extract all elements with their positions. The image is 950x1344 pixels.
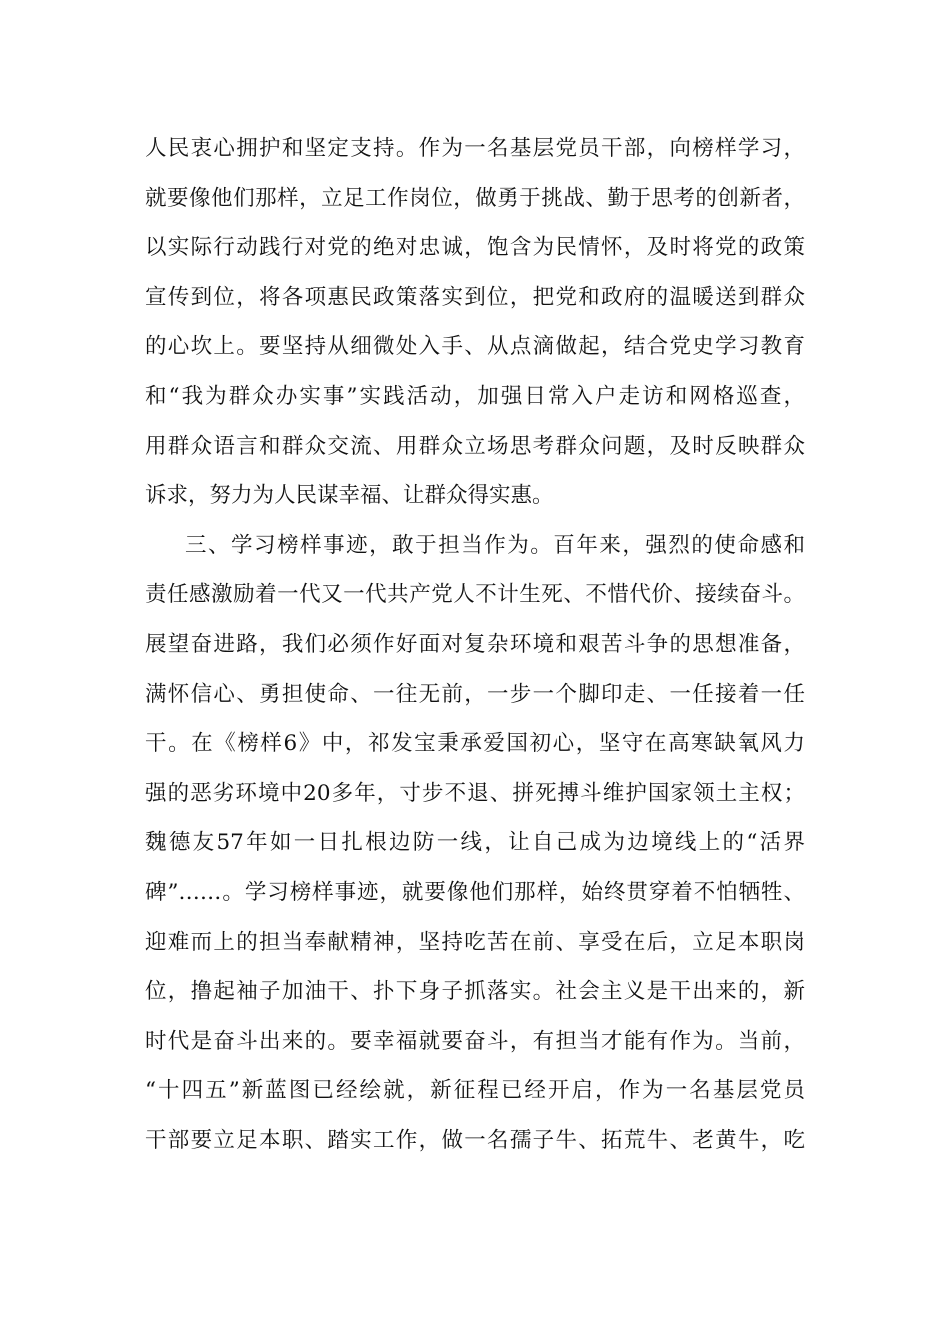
text-line: “十四五”新蓝图已经绘就，新征程已经开启，作为一名基层党员: [145, 1078, 805, 1104]
text-line: 以实际行动践行对党的绝对忠诚，饱含为民情怀，及时将党的政策: [145, 235, 805, 261]
text-line: 位，撸起袖子加油干、扑下身子抓落实。社会主义是干出来的，新: [145, 979, 805, 1005]
text-line: 人民衷心拥护和坚定支持。作为一名基层党员干部，向榜样学习，: [145, 136, 805, 161]
text-line: 的心坎上。要坚持从细微处入手、从点滴做起，结合党史学习教育: [145, 334, 805, 360]
text-line: 就要像他们那样，立足工作岗位，做勇于挑战、勤于思考的创新者，: [145, 185, 805, 211]
text-line: 干部要立足本职、踏实工作，做一名孺子牛、拓荒牛、老黄牛，吃: [145, 1128, 805, 1153]
text-line: 和“我为群众办实事”实践活动，加强日常入户走访和网格巡查，: [145, 384, 805, 409]
text-line: 三、学习榜样事迹，敢于担当作为。百年来，强烈的使命感和: [185, 532, 805, 558]
text-line: 展望奋进路，我们必须作好面对复杂环境和艰苦斗争的思想准备，: [145, 632, 805, 657]
text-line: 诉求，努力为人民谋幸福、让群众得实惠。: [145, 483, 554, 509]
text-line: 时代是奋斗出来的。要幸福就要奋斗，有担当才能有作为。当前，: [145, 1028, 805, 1054]
text-line: 魏德友57年如一日扎根边防一线，让自己成为边境线上的“活界: [145, 830, 805, 856]
text-line: 宣传到位，将各项惠民政策落实到位，把党和政府的温暖送到群众: [145, 284, 805, 310]
text-line: 碑”……。学习榜样事迹，就要像他们那样，始终贯穿着不怕牺牲、: [145, 880, 805, 905]
text-line: 干。在《榜样6》中，祁发宝秉承爱国初心，坚守在高寒缺氧风力: [145, 731, 805, 757]
text-line: 责任感激励着一代又一代共产党人不计生死、不惜代价、接续奋斗。: [145, 582, 805, 608]
text-line: 迎难而上的担当奉献精神，坚持吃苦在前、享受在后，立足本职岗: [145, 929, 805, 955]
text-line: 满怀信心、勇担使命、一往无前，一步一个脚印走、一任接着一任: [145, 681, 805, 707]
text-line: 强的恶劣环境中20多年，寸步不退、拼死搏斗维护国家领土主权；: [145, 780, 805, 806]
text-line: 用群众语言和群众交流、用群众立场思考群众问题，及时反映群众: [145, 433, 805, 459]
